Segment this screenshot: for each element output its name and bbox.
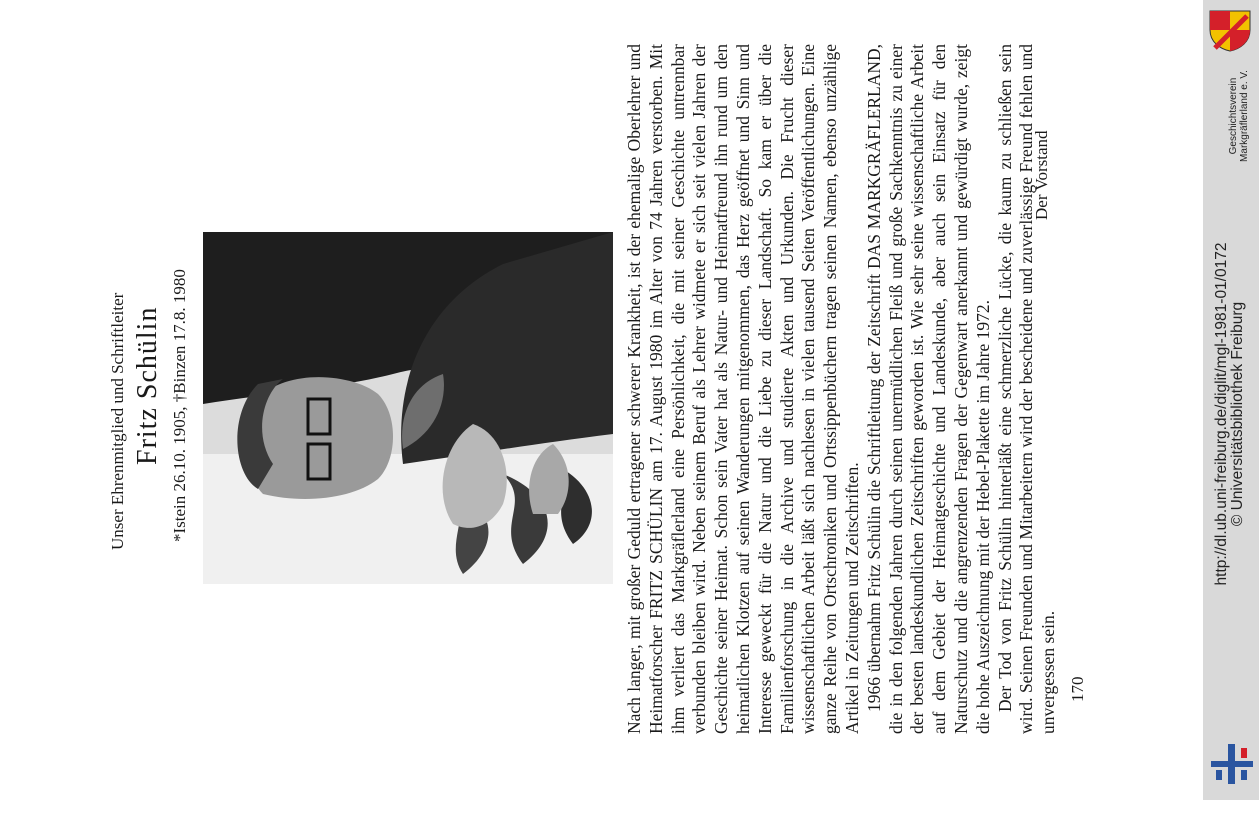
- association-line-2: Markgräflerland e. V.: [1239, 70, 1250, 162]
- page-number: 170: [1068, 676, 1087, 702]
- signature: Der Vorstand: [1032, 130, 1051, 220]
- source-url-link[interactable]: http://dl.ub.uni-freiburg.de/diglit/mgl-1981-01/0172: [1213, 242, 1230, 586]
- portrait-photo: [203, 232, 613, 584]
- caption-kicker: Unser Ehrenmitglied und Schriftleiter: [108, 292, 127, 550]
- paragraph-2: 1966 übernahm Fritz Schülin die Schriftleitung der Zeitschrift DAS MARKGRÄFLERLAND, die in den folgenden Jahren durch seinen unermüdlichen Fleiß und große Sachkenntnis zu einer der besten landeskundlichen Zeitschriften geworden ist. Wie sehr seine wissenschaftliche Arbeit auf dem Gebiet der Heimatgeschichte und Landeskunde, aber auch sein Einsatz für den Naturschutz und die angrenzenden Fragen der Gegenwart anerkannt und gewürdigt wurde, zeigt die hohe Auszeichnung mit der Hebel-Plakette im Jahre 1972.: [863, 44, 993, 734]
- copyright-text: © Universitätsbibliothek Freiburg: [1229, 301, 1246, 527]
- association-line-1: Geschichtsverein: [1228, 77, 1239, 155]
- paragraph-3: Der Tod von Fritz Schülin hinterläßt eine schmerzliche Lücke, die kaum zu schließen sein wird. Seinen Freunden und Mitarbeitern wird der bescheidene und zuverlässige Freund fehlen und unvergessen sein.: [994, 44, 1059, 734]
- portrait-illustration: [203, 232, 613, 584]
- source-info: [1196, 0, 1246, 800]
- paragraph-1: Nach langer, mit großer Geduld ertragener schwerer Krankheit, ist der ehemalige Oberlehrer und Heimatforscher FRITZ SCHÜLIN am 17. August 1980 im Alter von 74 Jahren verstorben. Mit ihm verliert das Markgräflerland eine Persönlichkeit, die mit seiner Geschichte untrennbar verbunden bleiben wird. Neben seinem Beruf als Lehrer widmete er sich seit vielen Jahren der Geschichte seiner Heimat. Schon sein Vater hat als Natur- und Heimatfreund ihn rund um den heimatlichen Klotzen auf seinen Wanderungen mitgenommen, das Herz geöffnet und Sinn und Interesse geweckt für die Natur und die Liebe zu dieser Landschaft. So kam er über die Familienforschung in die Archive und studierte Akten und Urkunden. Die Frucht dieser wissenschaftlichen Arbeit läßt sich nachlesen in vielen tausend Seiten Veröffentlichungen. Eine ganze Reihe von Ortschroniken und Ortssippenbüchern tragen seinen Namen, ebenso unzählige Artikel in Zeitungen und Zeitschriften.: [624, 44, 862, 734]
- logo-graphic: [1211, 744, 1253, 784]
- caption-dates: *Istein 26.10. 1905, †Binzen 17.8. 1980: [170, 269, 189, 542]
- caption-name: Fritz Schülin: [132, 306, 163, 465]
- library-logo-icon: [1211, 744, 1253, 784]
- obituary-text: [624, 44, 1060, 734]
